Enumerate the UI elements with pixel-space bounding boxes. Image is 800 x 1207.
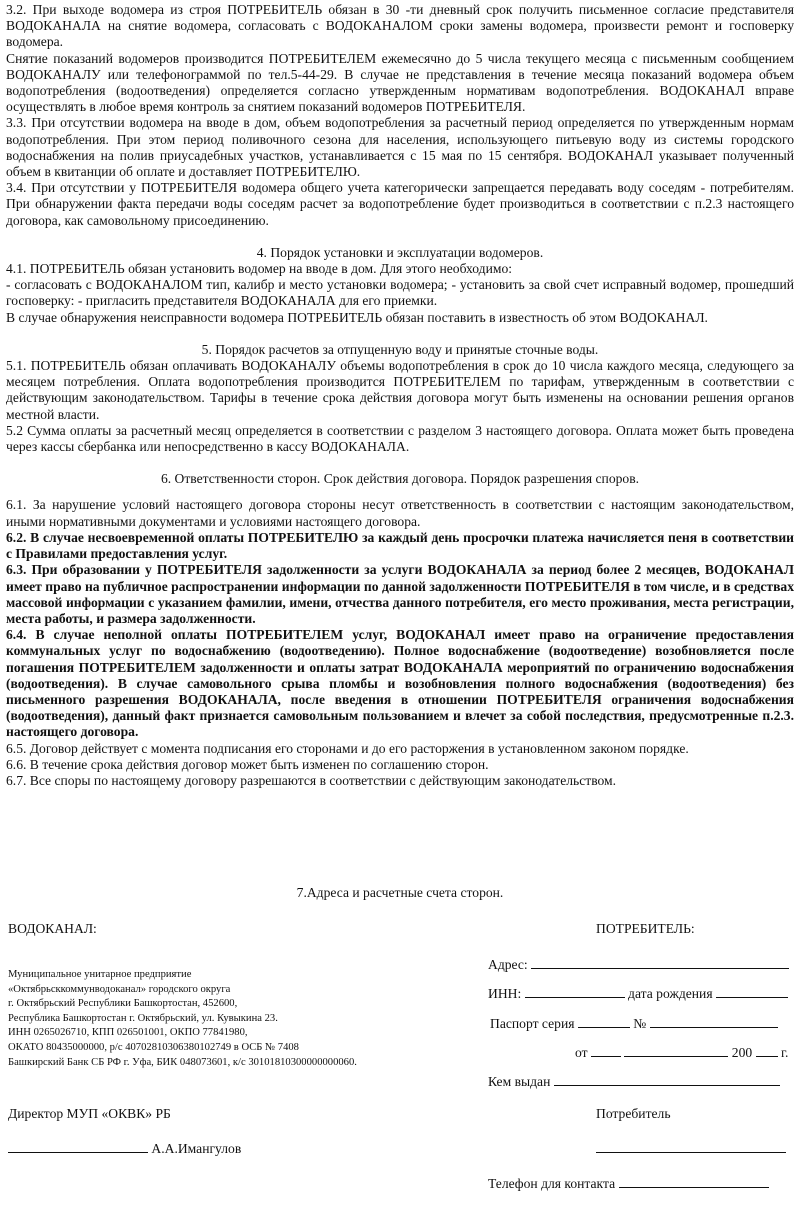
passport-series-label: Паспорт серия: [490, 1016, 575, 1031]
clause-3-2-readings: Снятие показаний водомеров производится ПОТРЕБИТЕЛЕМ ежемесячно до 5 числа текущего месяца с письменным сообщением ВОДОКАНАЛУ или телефонограммой по тел.5-44-29. В случае не представления в течение месяца показаний водомера объем водопотребления (водоотведения) определяется согласно утвержденным нормативам водопотребления. ВОДОКАНАЛ вправе осуществлять в любое время контроль за снятием показаний водомеров ПОТРЕБИТЕЛЯ.: [6, 50, 794, 115]
inn-field: [488, 985, 788, 1002]
passport-number-label: №: [633, 1016, 647, 1031]
org-line: Муниципальное унитарное предприятие: [8, 969, 192, 980]
birth-date-blank: [716, 985, 788, 998]
consumer-signature-line: [596, 1140, 786, 1157]
clause-3-2: 3.2. При выходе водомера из строя ПОТРЕБИТЕЛЬ обязан в 30 -ти дневный срок получить письменное согласие представителя ВОДОКАНАЛА на снятие водомера, согласовать с ВОДОКАНАЛОМ сроки замены водомера, произвести ремонт и госповерку водомера.: [6, 2, 794, 50]
section-4-heading: 4. Порядок установки и эксплуатации водомеров.: [256, 244, 544, 260]
birth-date-label: дата рождения: [628, 986, 713, 1001]
clause-3-4: 3.4. При отсутствии у ПОТРЕБИТЕЛЯ водомера общего учета категорически запрещается передавать воду соседям - потребителям. При обнаружении факта передачи воды соседям расчет за водопотребление будет производиться в соответствии с п.2.3 настоящего договора, как самовольному присоединению.: [6, 180, 794, 228]
clause-6-4: 6.4. В случае неполной оплаты ПОТРЕБИТЕЛЕМ услуг, ВОДОКАНАЛ имеет право на ограничение предоставления коммунальных услуг по водоснабжению (водоотведению). Полное водоснабжение (водоотведение) возобновляется после погашения ПОТРЕБИТЕЛЕМ задолженности и оплаты затрат ВОДОКАНАЛА мероприятий по ограничению водоснабжения (водоотведения). В случае самовольного срыва пломбы и возобновления полного водоснабжения (водоотведения) без письменного разрешения ВОДОКАНАЛА, после введения в отношении ПОТРЕБИТЕЛЯ ограничения водоснабжения (водоотведения), данный факт признается самовольным пользованием и влечет за собой последствия, предусмотренные п.2.3. настоящего договора.: [6, 627, 794, 740]
right-party-title: ПОТРЕБИТЕЛЬ:: [596, 921, 695, 936]
clause-6-5: 6.5. Договор действует с момента подписания его сторонами и до его расторжения в установленном законом порядке.: [6, 740, 689, 756]
phone-blank: [619, 1175, 769, 1188]
director-signature: [8, 1140, 241, 1157]
org-line: ОКАТО 80435000000, р/с 40702810306380102749 в ОСБ № 7408: [8, 1041, 299, 1053]
from-label: от: [575, 1045, 588, 1060]
clause-6-2: 6.2. В случае несвоевременной оплаты ПОТРЕБИТЕЛЮ за каждый день просрочки платежа начисляется пеня в соответствии с Правилами предоставления услуг.: [6, 529, 794, 562]
clause-6-7: 6.7. Все споры по настоящему договору разрешаются в соответствии с действующим законодательством.: [6, 772, 617, 788]
clause-4-1-fault: В случае обнаружения неисправности водомера ПОТРЕБИТЕЛЬ обязан поставить в известность об этом ВОДОКАНАЛ.: [6, 309, 708, 325]
org-line: ИНН 0265026710, КПП 026501001, ОКПО 77841980,: [8, 1027, 248, 1039]
section-5-heading: 5. Порядок расчетов за отпущенную воду и принятые сточные воды.: [201, 341, 599, 357]
consumer-signature-blank: [596, 1140, 786, 1153]
clause-6-3: 6.3. При образовании у ПОТРЕБИТЕЛЯ задолженности за услуги ВОДОКАНАЛА за период более 2 месяцев, ВОДОКАНАЛ имеет право на публичное распространении информации по данной задолженности ПОТРЕБИТЕЛЯ в том числе, и в средствах массовой информации с указанием фамилии, имени, отчества данного потребителя, его место проживания, места регистрации, места работы, и размера задолженности.: [6, 562, 794, 626]
clause-4-1: 4.1. ПОТРЕБИТЕЛЬ обязан установить водомер на вводе в дом. Для этого необходимо:: [6, 261, 513, 277]
clause-6-1: 6.1. За нарушение условий настоящего договора стороны несут ответственность в соответствии с настоящим законодательством, иными нормативными документами и условиями настоящего договора.: [6, 497, 794, 529]
org-line: «Октябрьсккоммунводоканал» городского округа: [8, 983, 231, 995]
org-line: г. Октябрьский Республики Башкортостан, 452600,: [8, 998, 238, 1010]
year-blank: [756, 1044, 778, 1057]
contract-page: [6, 2, 794, 789]
clause-5-1: 5.1. ПОТРЕБИТЕЛЬ обязан оплачивать ВОДОКАНАЛУ объемы водопотребления в срок до 10 числа каждого месяца, следующего за месяцем потребления. Оплата водопотребления производится ПОТРЕБИТЕЛЕМ по тарифам, утвержденным в соответствии с действующим законодательством. Тарифы в течение срока действия договора могут быть изменены на основании решения органов местной власти.: [6, 358, 794, 422]
org-line: Башкирский Банк СБ РФ г. Уфа, БИК 048073601, к/с 30101810300000000060.: [8, 1056, 357, 1068]
clause-3-3: 3.3. При отсутствии водомера на вводе в дом, объем водопотребления за расчетный период определяется по утвержденным нормам водопотребления. При этом период поливочного сезона для населения, использующего питьевую воду из системы городского водоснабжения на полив приусадебных участков, устанавливается с 15 мая по 15 сентября. ВОДОКАНАЛ указывает полученный объем в квитанции об оплате и доставляет ПОТРЕБИТЕЛЮ.: [6, 115, 794, 180]
issued-by-blank: [554, 1073, 780, 1086]
year-label: 200: [731, 1045, 753, 1060]
address-label: Адрес:: [488, 957, 528, 972]
address-field: [488, 956, 789, 973]
passport-number-blank: [650, 1015, 778, 1028]
passport-date-field: [575, 1044, 788, 1061]
consumer-signature-label: Потребитель: [596, 1106, 671, 1121]
passport-series-blank: [578, 1015, 630, 1028]
director-name: А.А.Имангулов: [151, 1141, 242, 1156]
org-line: Республика Башкортостан г. Октябрьский, ул. Кувыкина 23.: [8, 1012, 278, 1024]
day-blank: [591, 1044, 621, 1057]
org-details: [8, 968, 357, 1070]
director-signature-blank: [8, 1140, 148, 1153]
year-suffix: г.: [780, 1045, 789, 1060]
inn-blank: [525, 985, 625, 998]
month-blank: [624, 1044, 728, 1057]
section-7-heading: 7.Адреса и расчетные счета сторон.: [296, 885, 504, 900]
director-title: Директор МУП «ОКВК» РБ: [8, 1106, 171, 1121]
inn-label: ИНН:: [488, 986, 522, 1001]
address-blank: [531, 956, 789, 969]
clause-6-6: 6.6. В течение срока действия договор может быть изменен по соглашению сторон.: [6, 756, 489, 772]
left-party-title: ВОДОКАНАЛ:: [8, 921, 97, 936]
phone-label: Телефон для контакта: [488, 1176, 616, 1191]
issued-by-label: Кем выдан: [488, 1074, 551, 1089]
passport-field: [490, 1015, 778, 1032]
phone-field: [488, 1175, 769, 1192]
clause-5-2: 5.2 Сумма оплаты за расчетный месяц определяется в соответствии с разделом 3 настоящего договора. Оплата может быть проведена через кассы сбербанка или непосредственно в кассу ВОДОКАНАЛА.: [6, 422, 794, 455]
clause-4-1-steps: - согласовать с ВОДОКАНАЛОМ тип, калибр и место установки водомера; - установить за свой счет исправный водомер, прошедший госповерку: - пригласить представителя ВОДОКАНАЛА для его приемки.: [6, 277, 794, 309]
issued-by-field: [488, 1073, 780, 1090]
section-6-heading: 6. Ответственности сторон. Срок действия договора. Порядок разрешения споров.: [160, 471, 640, 487]
